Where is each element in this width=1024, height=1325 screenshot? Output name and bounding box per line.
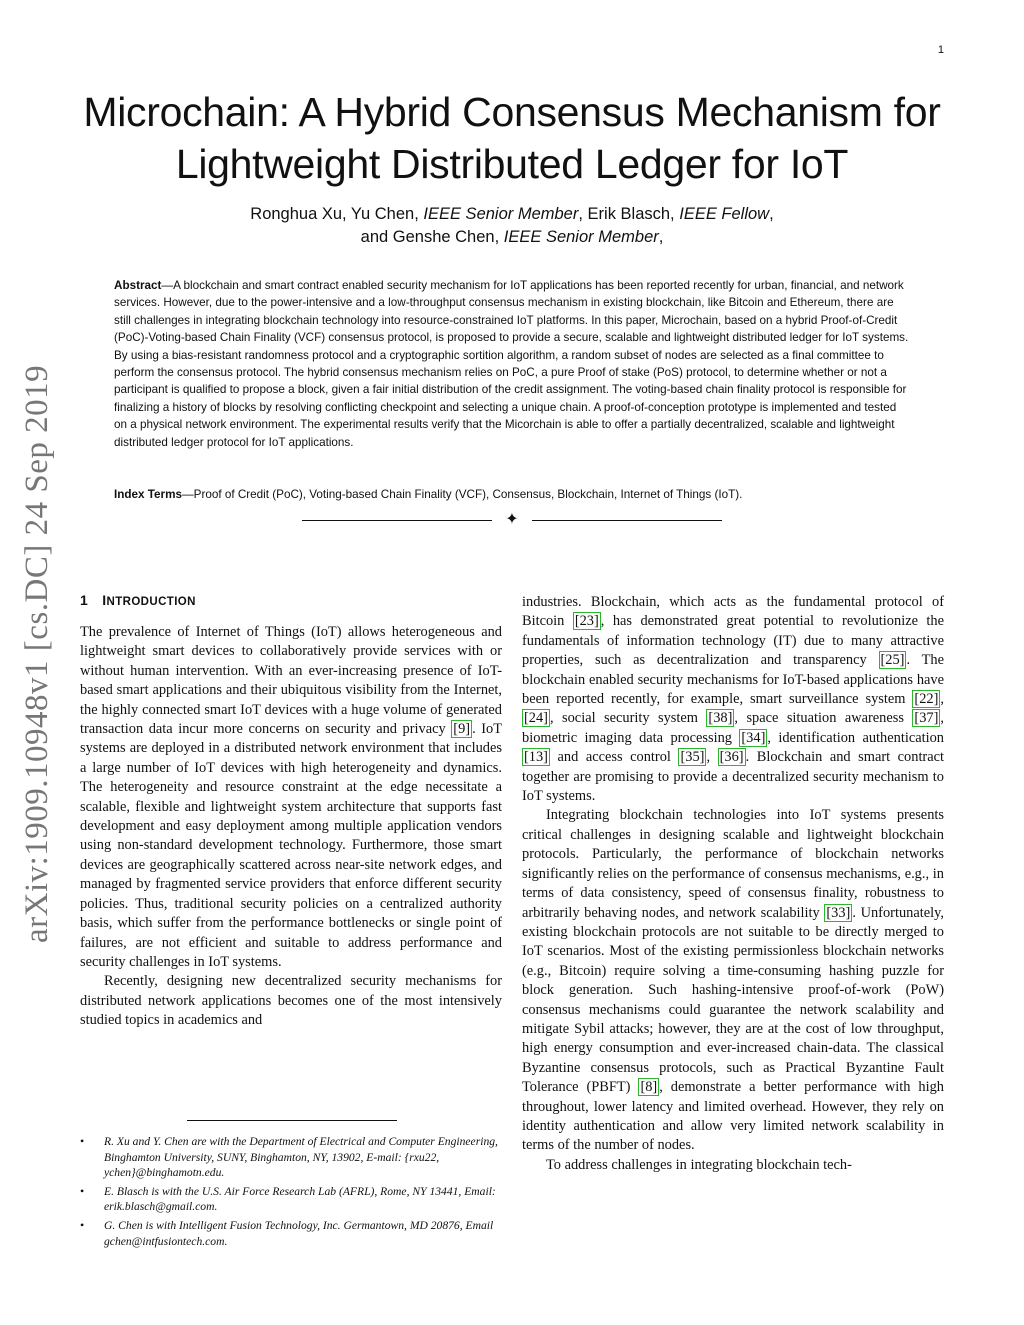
paragraph-text: , identification authentication — [767, 729, 944, 746]
paragraph-text: , biometric imaging data processing — [522, 710, 944, 746]
author-role-3: IEEE Senior Member — [503, 228, 659, 246]
author-sep-3: , — [658, 228, 664, 246]
section-title-rest: NTRODUCTION — [106, 596, 196, 608]
citation-link[interactable]: [25] — [880, 652, 905, 669]
divider-diamond-icon: ✦ — [505, 511, 519, 528]
section-number: 1 — [80, 592, 89, 608]
author-names-2: , Erik Blasch, — [578, 205, 675, 223]
footnote-text: R. Xu and Y. Chen are with the Department of Electrical and Computer Engineering, Binghamton University, SUNY, Binghamton, NY, 13902, E-mail: {rxu22, ychen}@binghamotn.edu. — [104, 1135, 498, 1180]
paragraph-text: and access control — [549, 749, 679, 766]
abstract — [114, 277, 910, 451]
footnote-item — [80, 1184, 502, 1215]
paragraph-text: , — [940, 691, 944, 708]
section-divider — [302, 511, 722, 531]
paragraph-text: Integrating blockchain technologies into IoT systems presents critical challenges in designing scalable and lightweight blockchain protocols. Particularly, the performance of blockchain networks significantly relies on the performance of consensus mechanisms, e.g., in terms of data consistency, speed of consensus finality, robustness to arbitrarily behaving nodes, and network scalability — [522, 807, 944, 921]
citation-link[interactable]: [35] — [680, 749, 705, 766]
divider-line-left — [302, 520, 492, 521]
author-names-3: and Genshe Chen, — [360, 228, 500, 246]
arxiv-identifier-stamp: arXiv:1909.10948v1 [cs.DC] 24 Sep 2019 — [19, 364, 55, 943]
paragraph-text: . IoT systems are deployed in a distributed network environment that includes a large number of IoT devices with high heterogeneity and dynamics. The heterogeneity and resource constraint at the edge necessitate a scalable, flexible and lightweight system architecture that supports fast development and easy deployment among multiple application vendors using non-standard development technology. Furthermore, those smart devices are geographically scattered across near-site network edges, and managed by fragmented service providers that enforce different security policies. Thus, traditional security policies on a centralized authority basis, which suffer from the performance bottlenecks or single point of failures, are not efficient and suitable to address performance and security challenges in IoT systems. — [80, 721, 502, 970]
citation-link[interactable]: [36] — [719, 749, 744, 766]
index-terms-label: Index Terms — [114, 488, 182, 501]
paragraph-text: . Unfortunately, existing blockchain protocols are not suitable to be directly merged to IoT scenarios. Most of the existing permissionless blockchain networks (e.g., Bitcoin) require solving a time-consuming hashing puzzle for block generation. Such hashing-intensive proof-of-work (PoW) consensus mechanisms could guarantee the network scalability and mitigate Sybil attacks; however, they are at the cost of low throughput, high energy consumption and ever-increased chain-data. The classical Byzantine consensus protocols, such as Practical Byzantine Fault Tolerance (PBFT) — [522, 904, 944, 1096]
paragraph-4 — [522, 806, 944, 1155]
author-list — [60, 203, 964, 249]
citation-link[interactable]: [33] — [826, 904, 851, 921]
paragraph-text: . Blockchain and smart contract together are promising to provide a decentralized security mechanism to IoT systems. — [522, 749, 945, 805]
bullet-icon: • — [80, 1217, 85, 1232]
author-role-1: IEEE Senior Member — [423, 205, 579, 223]
footnote-item — [80, 1134, 502, 1181]
footnote-item — [80, 1218, 502, 1249]
author-sep-2: , — [769, 205, 774, 223]
footnote-text: G. Chen is with Intelligent Fusion Technology, Inc. Germantown, MD 20876, Email gchen@intfusiontech.com. — [104, 1218, 494, 1248]
paragraph-text: , space situation awareness — [734, 710, 913, 727]
footnote-rule — [187, 1120, 397, 1121]
citation-link[interactable]: [22] — [914, 691, 939, 708]
citation-link[interactable]: [13] — [524, 749, 548, 766]
abstract-text: —A blockchain and smart contract enabled security mechanism for IoT applications has been reported recently for urban, financial, and network services. However, due to the power-intensive and a low-throughput consensus mechanism in existing blockchain, like Bitcoin and Ethereum, there are still challenges in integrating blockchain technology into resource-constrained IoT platforms. In this paper, Microchain, based on a hybrid Proof-of-Credit (PoC)-Voting-based Chain Finality (VCF) consensus protocol, is proposed to provide a secure, scalable and lightweight distributed ledger for IoT systems. By using a bias-resistant randomness protocol and a cryptographic sortition algorithm, a random subset of nodes are selected as a final committee to perform the consensus protocol. The hybrid consensus mechanism relies on PoC, a pure Proof of stake (PoS) protocol, to determine whether or not a participant is qualified to propose a block, given a fair initial distribution of the credit assignment. The voting-based chain finality protocol is responsible for finalizing a history of blocks by resolving conflicting checkpoint and selecting a unique chain. A proof-of-conception prototype is implemented and tested on a physical network environment. The experimental results verify that the Micorchain is able to offer a partially decentralized, scalable and lightweight distributed ledger protocol for IoT applications. — [114, 279, 909, 449]
index-terms — [114, 486, 910, 503]
paragraph-5: To address challenges in integrating blockchain tech- — [546, 1156, 852, 1173]
citation-link[interactable]: [38] — [708, 710, 733, 727]
citation-link[interactable]: [9] — [453, 721, 471, 738]
citation-link[interactable]: [37] — [914, 710, 939, 727]
citation-link[interactable]: [24] — [524, 710, 548, 727]
paragraph-text: industries. Blockchain, which acts as the fundamental protocol of Bitcoin — [522, 594, 944, 630]
paragraph-2: Recently, designing new decentralized security mechanisms for distributed network applications becomes one of the most intensively studied topics in academics and — [80, 973, 502, 1029]
abstract-label: Abstract — [114, 279, 162, 292]
divider-line-right — [532, 520, 722, 521]
right-column — [522, 593, 944, 1175]
footnotes — [80, 1134, 502, 1252]
author-role-2: IEEE Fellow — [679, 205, 770, 223]
page-number: 1 — [937, 44, 944, 56]
paper-title — [60, 86, 964, 190]
paragraph-3 — [522, 593, 944, 806]
author-names-1: Ronghua Xu, Yu Chen, — [250, 205, 419, 223]
paragraph-text: , demonstrate a better performance with high throughout, lower latency and limited overhead. However, they rely on identity authentication and allow very limited network scalability in terms of the number of nodes. — [522, 1079, 944, 1154]
paragraph-text: . The blockchain enabled security mechanisms for IoT-based applications have been reported recently, for example, smart surveillance system — [522, 652, 944, 708]
section-title-initial: I — [102, 592, 107, 608]
paragraph-1 — [80, 623, 502, 972]
paragraph-text: , has demonstrated great potential to revolutionize the fundamentals of information technology (IT) due to many attractive properties, such as decentralization and transparency — [522, 613, 944, 669]
footnote-text: E. Blasch is with the U.S. Air Force Research Lab (AFRL), Rome, NY 13441, Email: erik.blasch@gmail.com. — [104, 1184, 496, 1214]
citation-link[interactable]: [34] — [741, 729, 766, 746]
citation-link[interactable]: [23] — [574, 613, 599, 630]
citation-link[interactable]: [8] — [640, 1079, 658, 1096]
section-heading-introduction — [80, 592, 196, 608]
title-line-1: Microchain: A Hybrid Consensus Mechanism for — [83, 89, 941, 135]
bullet-icon: • — [80, 1183, 85, 1198]
paragraph-text: The prevalence of Internet of Things (IoT) allows heterogeneous and lightweight smart devices to collaboratively provide services with or without human intervention. With an ever-increasing presence of IoT-based smart applications and their ubiquitous visibility from the Internet, the highly connected smart IoT devices with a huge volume of generated transaction data incur more concerns on security and privacy — [80, 624, 502, 738]
title-line-2: Lightweight Distributed Ledger for IoT — [175, 141, 849, 187]
bullet-icon: • — [80, 1134, 85, 1148]
index-terms-text: —Proof of Credit (PoC), Voting-based Chain Finality (VCF), Consensus, Blockchain, Internet of Things (IoT). — [181, 488, 743, 501]
paragraph-text: , — [706, 749, 718, 766]
left-column — [80, 623, 502, 1031]
paragraph-text: , social security system — [549, 710, 707, 727]
